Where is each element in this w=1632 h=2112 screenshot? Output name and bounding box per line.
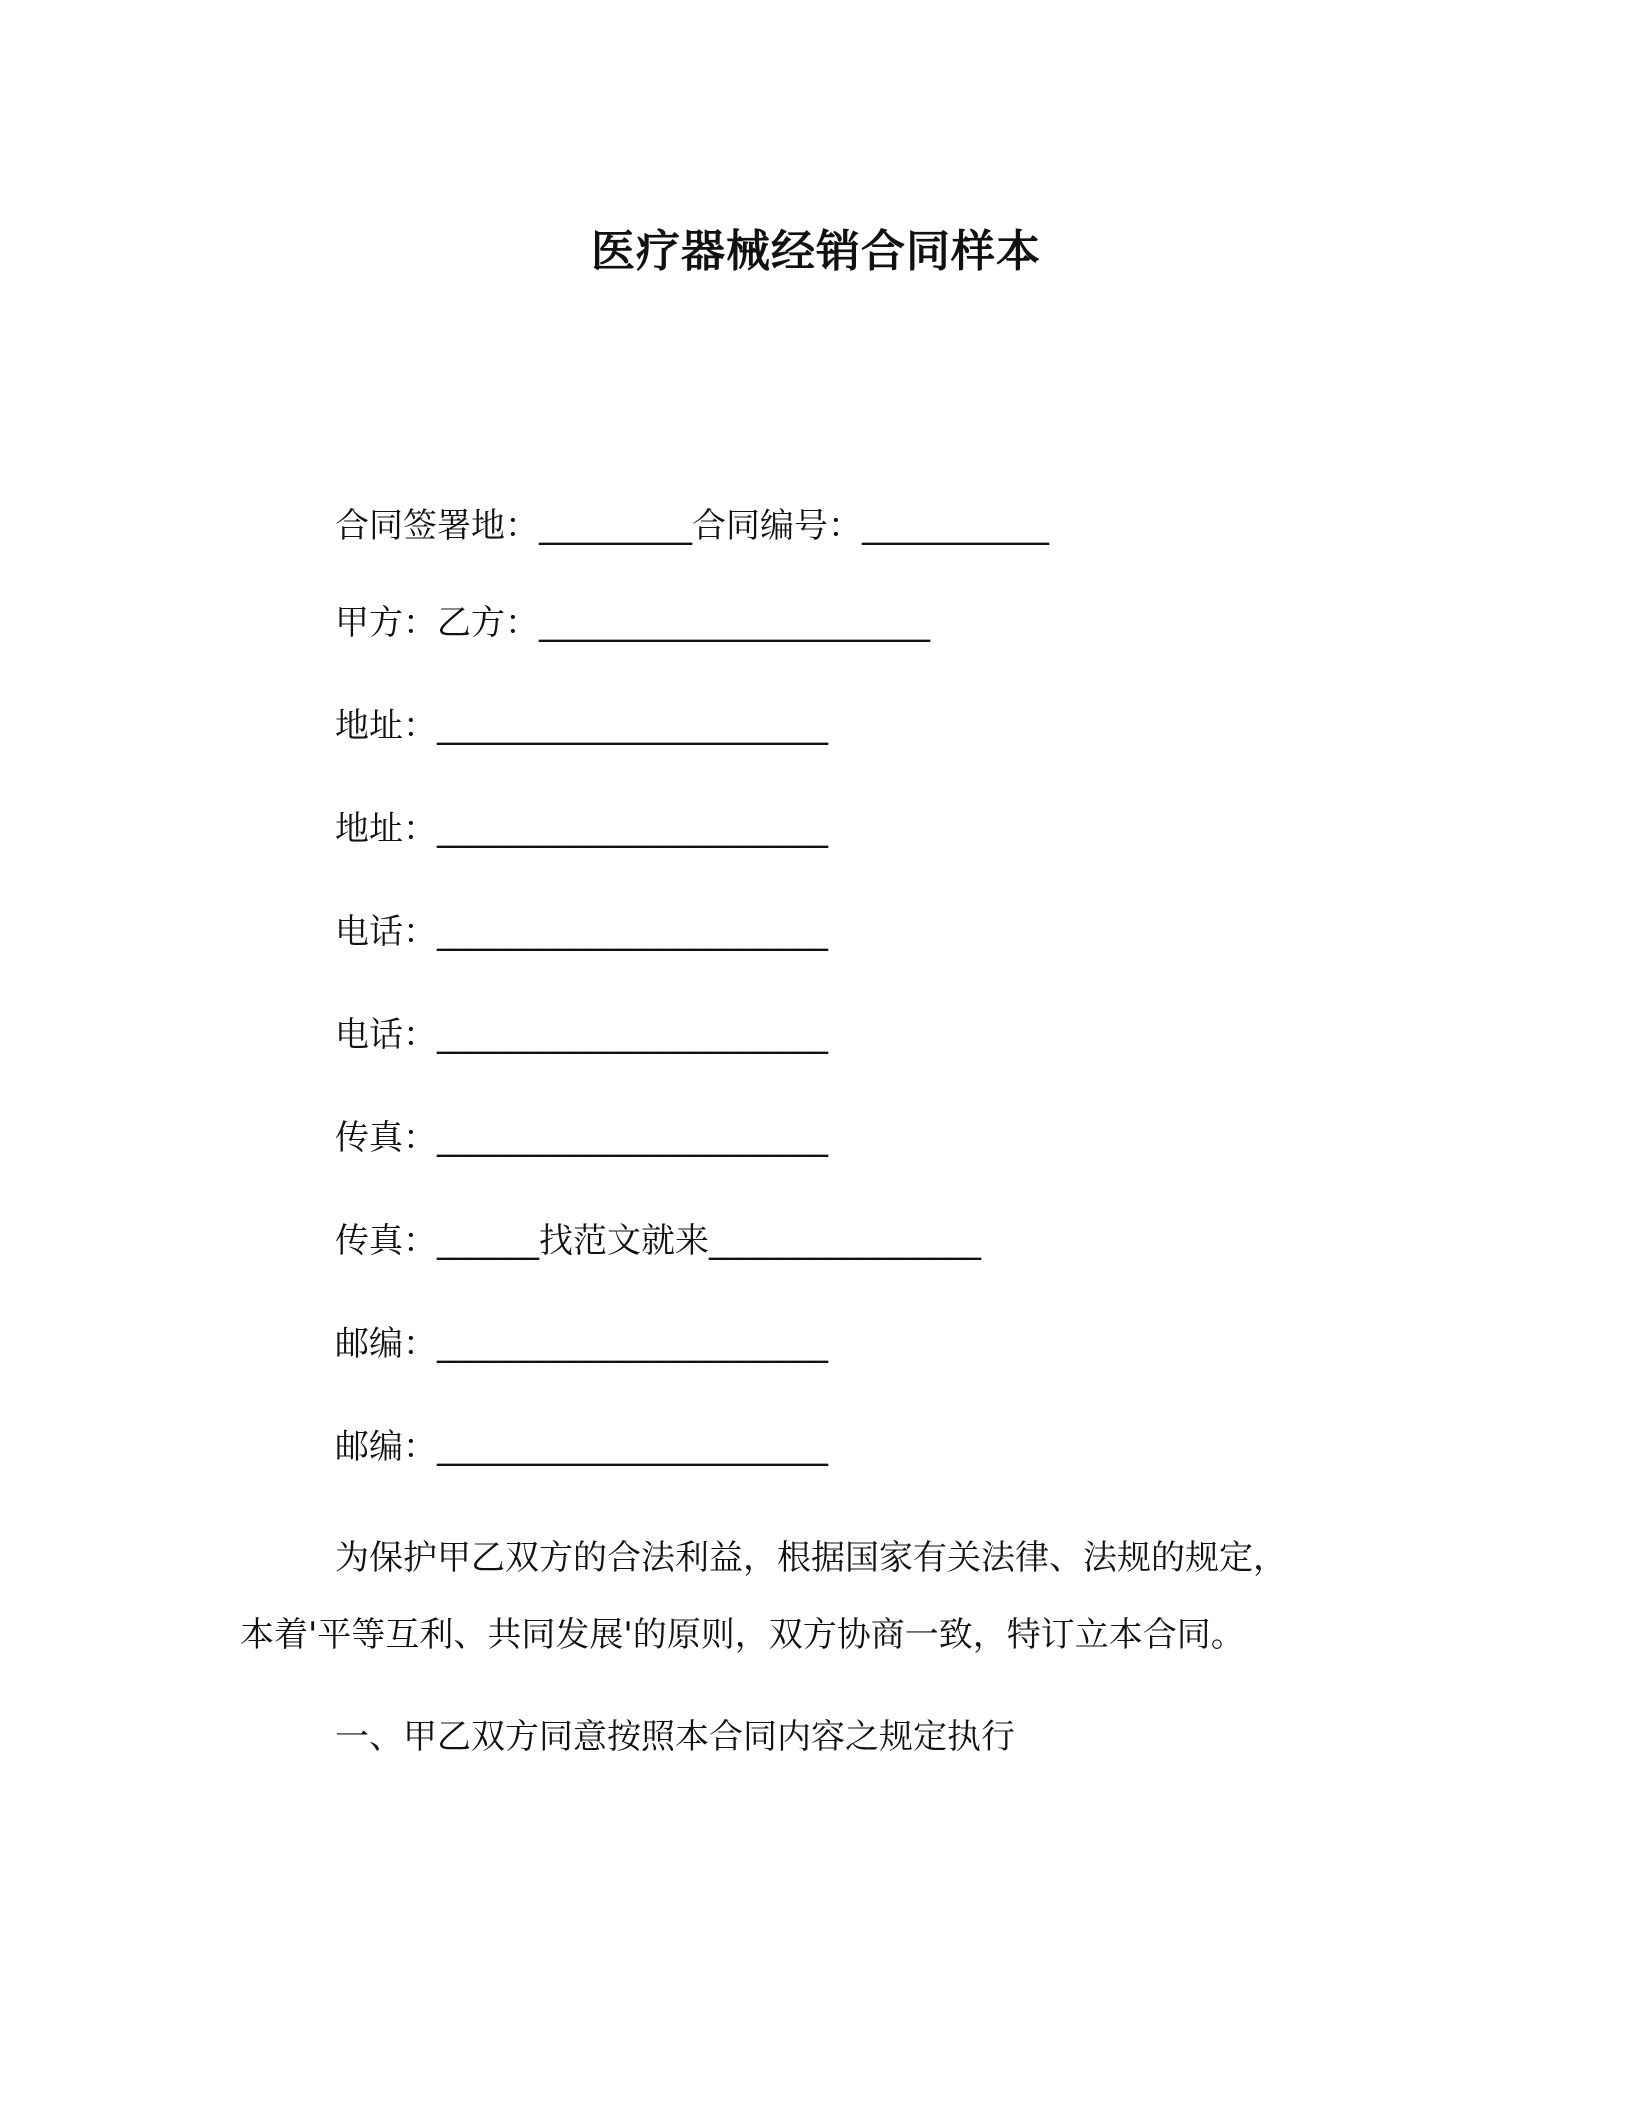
- field-postcode-party-a: 邮编：_______________________: [335, 1324, 828, 1364]
- intro-paragraph-line-1: 为保护甲乙双方的合法利益，根据国家有关法律、法规的规定，: [335, 1538, 1287, 1578]
- section-heading-1: 一、甲乙双方同意按照本合同内容之规定执行: [335, 1717, 1015, 1757]
- field-phone-party-a: 电话：_______________________: [335, 912, 828, 952]
- field-party-a-party-b: 甲方：乙方：_______________________: [335, 603, 930, 643]
- field-fax-party-b: 传真：______找范文就来________________: [335, 1221, 981, 1261]
- field-postcode-party-b: 邮编：_______________________: [335, 1427, 828, 1467]
- field-signing-place-contract-number: 合同签署地：_________合同编号：___________: [335, 506, 1049, 546]
- field-fax-party-a: 传真：_______________________: [335, 1118, 828, 1158]
- intro-paragraph-line-2: 本着'平等互利、共同发展'的原则，双方协商一致，特订立本合同。: [240, 1615, 1245, 1655]
- field-phone-party-b: 电话：_______________________: [335, 1015, 828, 1055]
- document-title: 医疗器械经销合同样本: [591, 226, 1041, 277]
- field-address-party-a: 地址：_______________________: [335, 706, 828, 746]
- field-address-party-b: 地址：_______________________: [335, 809, 828, 849]
